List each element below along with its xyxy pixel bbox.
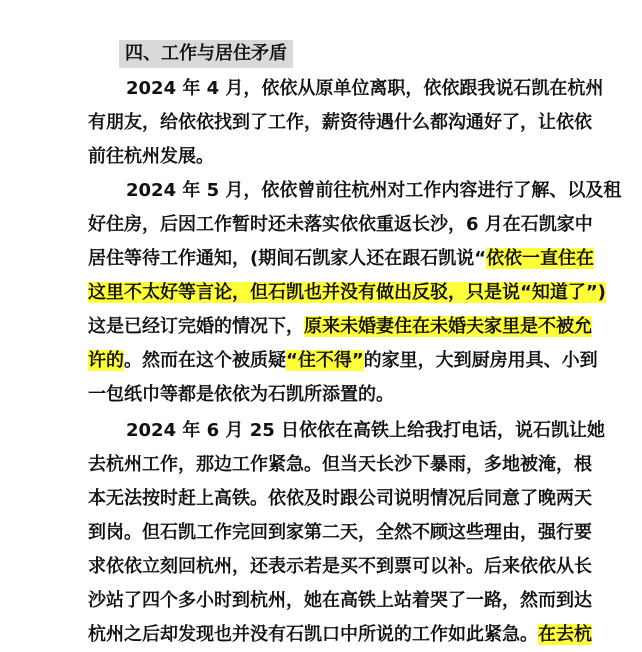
text-segment: 一包纸巾等都是依依为石凯所添置的。	[88, 384, 394, 405]
text-segment: 到岗。但石凯工作完回到家第二天，全然不顾这些理由，强行要	[88, 522, 592, 543]
text-segment: 求依依立刻回杭州，还表示若是买不到票可以补。后来依依从长	[88, 556, 592, 577]
highlighted-text: 原来未婚妻住在未婚夫家里是不被允	[304, 316, 592, 337]
text-line	[88, 516, 592, 550]
text-segment: 好住房，后因工作暂时还未落实依依重返长沙，6 月在石凯家中	[88, 214, 593, 235]
text-segment: 沙站了四个多小时到杭州，她在高铁上站着哭了一路，然而到达	[88, 590, 592, 611]
text-line	[88, 584, 592, 618]
text-line	[88, 550, 592, 584]
highlighted-text: 在去杭	[538, 624, 592, 645]
paragraph-1	[88, 72, 604, 174]
text-line	[88, 242, 595, 276]
text-line	[88, 106, 592, 140]
text-segment: 2024 年 5 月，依依曾前往杭州对工作内容进行了解、以及租	[126, 180, 622, 201]
section-heading: 四、工作与居住矛盾	[119, 40, 293, 68]
highlighted-text: 这里不太好等言论，但石凯也并没有做出反驳，只是说“知道了”)	[88, 282, 606, 303]
text-line	[88, 208, 593, 242]
text-line	[88, 378, 558, 412]
text-segment: 前往杭州发展。	[88, 146, 214, 167]
paragraph-2	[88, 174, 622, 412]
text-line	[88, 310, 592, 344]
text-line	[88, 414, 606, 448]
text-segment: 2024 年 4 月，依依从原单位离职，依依跟我说石凯在杭州	[126, 78, 604, 99]
text-line	[88, 174, 622, 208]
text-segment: 去杭州工作，那边工作紧急。但当天长沙下暴雨，多地被淹，根	[88, 454, 592, 475]
text-segment: 。然而在这个被质疑	[124, 350, 286, 371]
text-segment: 2024 年 6 月 25 日依依在高铁上给我打电话，说石凯让她	[126, 420, 606, 441]
highlighted-text: 依依一直住在	[486, 248, 595, 269]
highlighted-text: 许的	[88, 350, 124, 371]
text-segment: 有朋友，给依依找到了工作，薪资待遇什么都沟通好了，让依依	[88, 112, 592, 133]
text-line	[88, 276, 606, 310]
text-line	[88, 140, 558, 174]
paragraph-3	[88, 414, 606, 652]
text-segment: 本无法按时赶上高铁。依依及时跟公司说明情况后同意了晚两天	[88, 488, 592, 509]
text-segment: 杭州之后却发现也并没有石凯口中所说的工作如此紧急。	[88, 624, 538, 645]
text-line	[88, 448, 592, 482]
highlighted-text: “住不得”	[286, 350, 364, 371]
text-segment: 居住等待工作通知，(期间石凯家人还在跟石凯说“	[88, 248, 487, 269]
text-segment: 的家里，大到厨房用具、小到	[363, 350, 598, 371]
text-segment: 这是已经订完婚的情况下，	[88, 316, 304, 337]
text-line	[88, 482, 592, 516]
text-line	[88, 72, 604, 106]
text-line	[88, 344, 598, 378]
